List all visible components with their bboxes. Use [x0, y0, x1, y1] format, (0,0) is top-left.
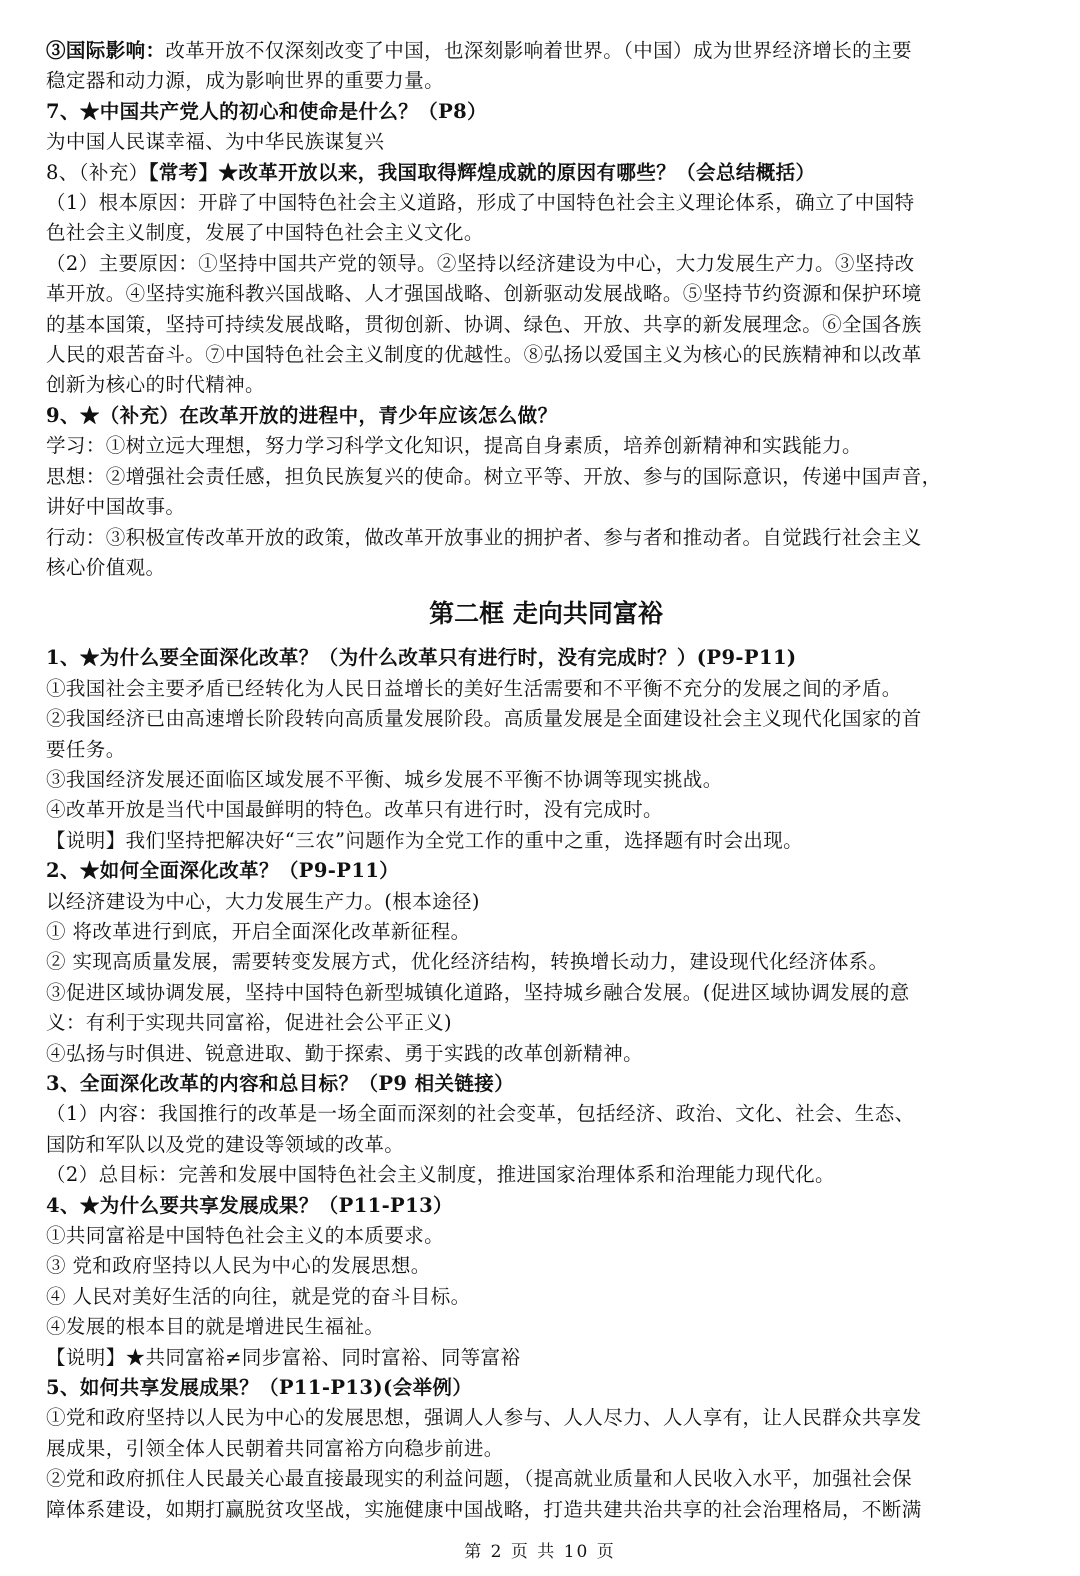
paragraph-line: ①共同富裕是中国特色社会主义的本质要求。	[46, 1224, 445, 1248]
paragraph-line: 的基本国策，坚持可持续发展战略，贯彻创新、协调、绿色、开放、共享的新发展理念。⑥全国各族	[46, 312, 922, 336]
question-heading: 4、★为什么要共享发展成果？（P11-P13）	[46, 1193, 453, 1217]
question-heading: 1、★为什么要全面深化改革？（为什么改革只有进行时，没有完成时？）(P9-P11)	[46, 646, 797, 670]
paragraph-line: ③ 党和政府坚持以人民为中心的发展思想。	[46, 1254, 431, 1278]
bold-label: ③国际影响：	[46, 39, 166, 62]
paragraph-line: （2）主要原因：①坚持中国共产党的领导。②坚持以经济建设为中心，大力发展生产力。③坚持改	[46, 251, 915, 275]
paragraph-line: 以经济建设为中心，大力发展生产力。(根本途径)	[46, 889, 480, 913]
paragraph-line: ③国际影响：改革开放不仅深刻改变了中国，也深刻影响着世界。（中国）成为世界经济增长的主要	[46, 39, 912, 62]
paragraph-line: （1）根本原因：开辟了中国特色社会主义道路，形成了中国特色社会主义理论体系，确立了中国特	[46, 191, 915, 215]
paragraph-line: 革开放。④坚持实施科教兴国战略、人才强国战略、创新驱动发展战略。⑤坚持节约资源和保护环境	[46, 282, 922, 306]
paragraph-line: 思想：②增强社会责任感，担负民族复兴的使命。树立平等、开放、参与的国际意识，传递中国声音，	[46, 464, 942, 488]
question-heading: 7、★中国共产党人的初心和使命是什么？（P8）	[46, 99, 487, 123]
paragraph-line: ① 将改革进行到底，开启全面深化改革新征程。	[46, 919, 471, 943]
paragraph-line: ④发展的根本目的就是增进民生福祉。	[46, 1315, 385, 1339]
paragraph-line: ②党和政府抓住人民最关心最直接最现实的利益问题，（提高就业质量和人民收入水平，加强社会保	[46, 1467, 912, 1491]
note-line: 【说明】★共同富裕≠同步富裕、同时富裕、同等富裕	[46, 1345, 521, 1369]
paragraph-line: 义：有利于实现共同富裕，促进社会公平正义)	[46, 1011, 453, 1035]
note-line: 【说明】我们坚持把解决好“三农”问题作为全党工作的重中之重，选择题有时会出现。	[46, 828, 804, 852]
paragraph-line: 人民的艰苦奋斗。⑦中国特色社会主义制度的优越性。⑧弘扬以爱国主义为核心的民族精神和以改革	[46, 343, 922, 367]
paragraph-line: 国防和军队以及党的建设等领域的改革。	[46, 1132, 405, 1156]
page-number-footer: 第 2 页 共 10 页	[464, 1542, 616, 1562]
paragraph-line: 展成果，引领全体人民朝着共同富裕方向稳步前进。	[46, 1436, 504, 1460]
paragraph-line: 稳定器和动力源，成为影响世界的重要力量。	[46, 69, 445, 93]
paragraph-line: ①我国社会主要矛盾已经转化为人民日益增长的美好生活需要和不平衡不充分的发展之间的矛盾。	[46, 676, 902, 700]
section-title: 第二框 走向共同富裕	[429, 599, 663, 629]
paragraph-line: 讲好中国故事。	[46, 495, 186, 519]
paragraph-line: 学习：①树立远大理想，努力学习科学文化知识，提高自身素质，培养创新精神和实践能力。	[46, 434, 862, 458]
paragraph-line: 创新为核心的时代精神。	[46, 373, 265, 397]
paragraph-line: ③我国经济发展还面临区域发展不平衡、城乡发展不平衡不协调等现实挑战。	[46, 767, 723, 791]
paragraph-line: 行动：③积极宣传改革开放的政策，做改革开放事业的拥护者、参与者和推动者。自觉践行社会主义	[46, 525, 922, 549]
paragraph-line: 核心价值观。	[46, 555, 166, 579]
paragraph-line: ①党和政府坚持以人民为中心的发展思想，强调人人参与、人人尽力、人人享有，让人民群众共享发	[46, 1406, 922, 1430]
paragraph-line: ③促进区域协调发展，坚持中国特色新型城镇化道路，坚持城乡融合发展。(促进区域协调发展的意	[46, 980, 910, 1004]
paragraph-line: ② 实现高质量发展，需要转变发展方式，优化经济结构，转换增长动力，建设现代化经济体系。	[46, 950, 889, 974]
paragraph-line: 色社会主义制度，发展了中国特色社会主义文化。	[46, 221, 484, 245]
paragraph-line: ④ 人民对美好生活的向往，就是党的奋斗目标。	[46, 1284, 471, 1308]
paragraph-line: ②我国经济已由高速增长阶段转向高质量发展阶段。高质量发展是全面建设社会主义现代化国家的首	[46, 707, 922, 731]
question-heading: 5、如何共享发展成果？（P11-P13)(会举例）	[46, 1376, 473, 1400]
paragraph-line: （1）内容：我国推行的改革是一场全面而深刻的社会变革，包括经济、政治、文化、社会、生态、	[46, 1102, 915, 1126]
paragraph-line: 障体系建设，如期打赢脱贫攻坚战，实施健康中国战略，打造共建共治共享的社会治理格局，不断满	[46, 1497, 922, 1521]
paragraph-line: ④改革开放是当代中国最鲜明的特色。改革只有进行时，没有完成时。	[46, 798, 663, 822]
question-heading: 9、★（补充）在改革开放的进程中，青少年应该怎么做？	[46, 403, 558, 427]
question-heading: 2、★如何全面深化改革？（P9-P11）	[46, 859, 400, 883]
paragraph-line: ④弘扬与时俱进、锐意进取、勤于探索、勇于实践的改革创新精神。	[46, 1041, 644, 1065]
paragraph-line: 为中国人民谋幸福、为中华民族谋复兴	[46, 130, 385, 154]
question-heading: 3、全面深化改革的内容和总目标？（P9 相关链接）	[46, 1072, 515, 1095]
paragraph-line: 要任务。	[46, 737, 126, 761]
paragraph-line: （2）总目标：完善和发展中国特色社会主义制度，推进国家治理体系和治理能力现代化。	[46, 1163, 835, 1187]
question-heading: 8、（补充）【常考】★改革开放以来，我国取得辉煌成就的原因有哪些？（会总结概括）	[46, 160, 816, 184]
